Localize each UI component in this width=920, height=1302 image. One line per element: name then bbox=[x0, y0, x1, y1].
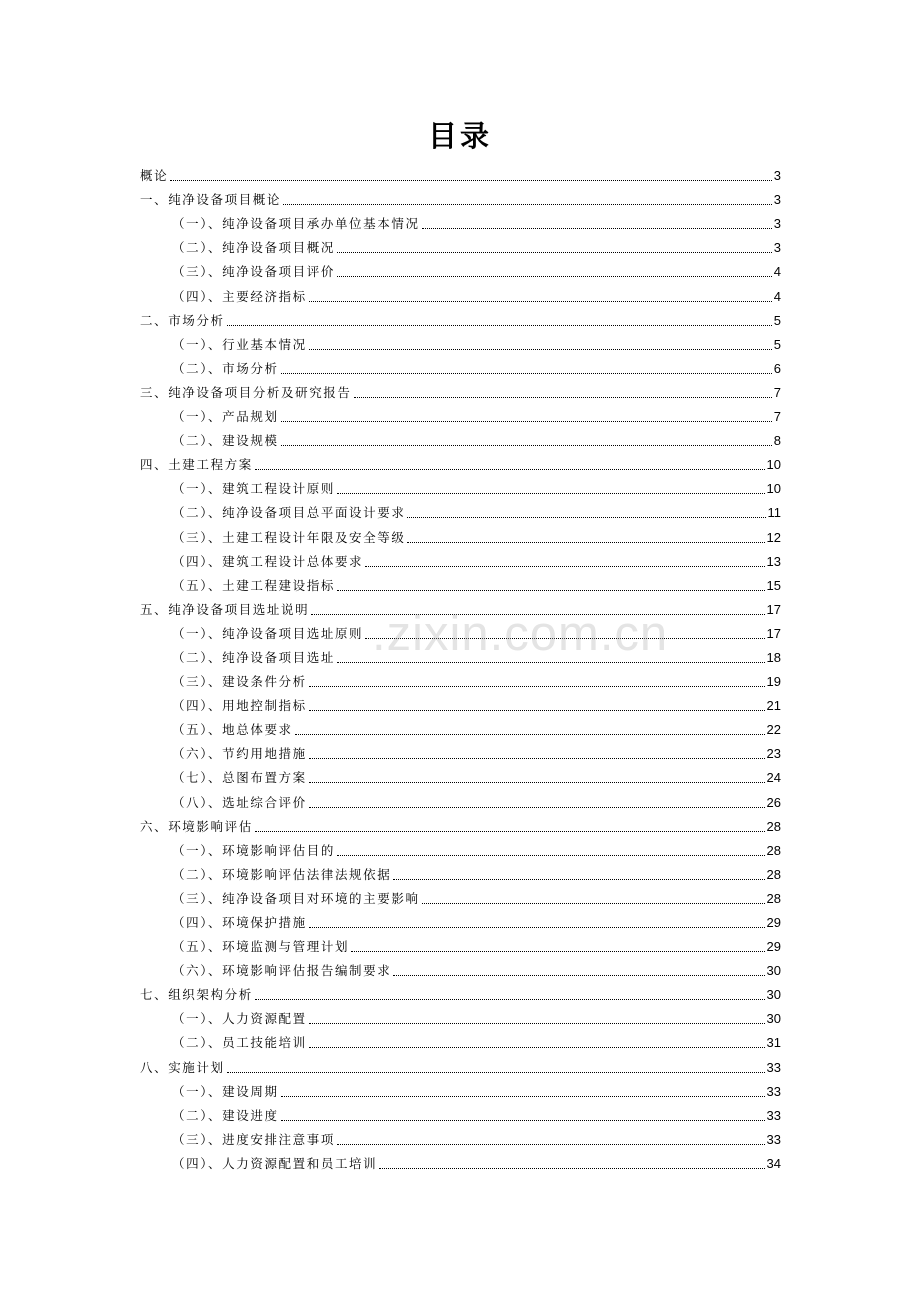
watermark: .zixin.com.cn bbox=[372, 607, 669, 661]
toc-page-number: 24 bbox=[766, 770, 781, 786]
toc-page-number: 12 bbox=[766, 529, 781, 545]
dot-leader bbox=[281, 1095, 765, 1097]
toc-entry-label: （二）、纯净设备项目总平面设计要求 bbox=[172, 505, 406, 521]
toc-page-number: 3 bbox=[773, 216, 781, 232]
toc-page-number: 7 bbox=[773, 384, 781, 400]
dot-leader bbox=[309, 781, 765, 783]
toc-subentry[interactable] bbox=[140, 1149, 781, 1173]
toc-entry-label: （四）、建筑工程设计总体要求 bbox=[172, 553, 364, 569]
toc-entry-label: （四）、用地控制指标 bbox=[172, 698, 307, 714]
dot-leader bbox=[337, 251, 772, 253]
toc-page-number: 30 bbox=[766, 1011, 781, 1027]
dot-leader bbox=[407, 516, 765, 518]
toc-page-number: 19 bbox=[766, 674, 781, 690]
dot-leader bbox=[337, 492, 765, 494]
toc-page-number: 34 bbox=[766, 1155, 781, 1171]
toc-entry[interactable] bbox=[140, 378, 781, 402]
toc-subentry[interactable] bbox=[140, 571, 781, 595]
toc-subentry[interactable] bbox=[140, 330, 781, 354]
dot-leader bbox=[283, 203, 772, 205]
toc-entry-label: （二）、建设进度 bbox=[172, 1107, 279, 1123]
toc-entry[interactable] bbox=[140, 450, 781, 474]
toc-subentry[interactable] bbox=[140, 739, 781, 763]
toc-entry[interactable] bbox=[140, 1052, 781, 1076]
toc-page-number: 4 bbox=[773, 264, 781, 280]
toc-page-number: 18 bbox=[766, 649, 781, 665]
toc-subentry[interactable] bbox=[140, 787, 781, 811]
toc-page-number: 15 bbox=[766, 577, 781, 593]
toc-entry-label: （五）、地总体要求 bbox=[172, 722, 293, 738]
dot-leader bbox=[309, 348, 772, 350]
toc-entry-label: 三、纯净设备项目分析及研究报告 bbox=[140, 384, 352, 400]
dot-leader bbox=[337, 589, 765, 591]
toc-subentry[interactable] bbox=[140, 956, 781, 980]
toc-subentry[interactable] bbox=[140, 281, 781, 305]
toc-entry-label: （二）、纯净设备项目概况 bbox=[172, 240, 335, 256]
toc-entry-label: （五）、环境监测与管理计划 bbox=[172, 939, 350, 955]
toc-entry-label: （六）、环境影响评估报告编制要求 bbox=[172, 963, 392, 979]
toc-subentry[interactable] bbox=[140, 1004, 781, 1028]
dot-leader bbox=[422, 902, 765, 904]
dot-leader bbox=[351, 950, 764, 952]
toc-subentry[interactable] bbox=[140, 547, 781, 571]
toc-page-number: 5 bbox=[773, 336, 781, 352]
toc-subentry[interactable] bbox=[140, 884, 781, 908]
toc-page-number: 3 bbox=[773, 168, 781, 184]
dot-leader bbox=[170, 179, 772, 181]
dot-leader bbox=[365, 565, 764, 567]
toc-page-number: 3 bbox=[773, 192, 781, 208]
dot-leader bbox=[281, 420, 772, 422]
dot-leader bbox=[309, 926, 765, 928]
toc-subentry[interactable] bbox=[140, 426, 781, 450]
toc-entry-label: （一）、行业基本情况 bbox=[172, 336, 307, 352]
toc-entry[interactable] bbox=[140, 161, 781, 185]
toc-entry-label: （一）、人力资源配置 bbox=[172, 1011, 307, 1027]
dot-leader bbox=[255, 468, 765, 470]
toc-subentry[interactable] bbox=[140, 498, 781, 522]
toc-page-number: 21 bbox=[766, 698, 781, 714]
toc-entry-label: （二）、员工技能培训 bbox=[172, 1035, 307, 1051]
toc-entry-label: 一、纯净设备项目概论 bbox=[140, 192, 282, 208]
dot-leader bbox=[337, 275, 772, 277]
toc-entry-label: 二、市场分析 bbox=[140, 312, 225, 328]
toc-subentry[interactable] bbox=[140, 474, 781, 498]
toc-entry-label: 概论 bbox=[140, 168, 169, 184]
dot-leader bbox=[309, 300, 772, 302]
toc-page-number: 29 bbox=[766, 939, 781, 955]
toc-entry[interactable] bbox=[140, 185, 781, 209]
toc-entry-label: （一）、建设周期 bbox=[172, 1083, 279, 1099]
toc-subentry[interactable] bbox=[140, 860, 781, 884]
toc-page-number: 26 bbox=[766, 794, 781, 810]
dot-leader bbox=[393, 974, 764, 976]
toc-subentry[interactable] bbox=[140, 691, 781, 715]
toc-subentry[interactable] bbox=[140, 354, 781, 378]
toc-entry-label: （三）、纯净设备项目评价 bbox=[172, 264, 335, 280]
toc-page-number: 4 bbox=[773, 288, 781, 304]
dot-leader bbox=[281, 1119, 765, 1121]
toc-entry-label: （三）、建设条件分析 bbox=[172, 674, 307, 690]
toc-page-number: 10 bbox=[766, 457, 781, 473]
toc-page-number: 5 bbox=[773, 312, 781, 328]
toc-entry[interactable] bbox=[140, 980, 781, 1004]
dot-leader bbox=[255, 998, 765, 1000]
toc-subentry[interactable] bbox=[140, 1101, 781, 1125]
toc-subentry[interactable] bbox=[140, 715, 781, 739]
toc-entry-label: 五、纯净设备项目选址说明 bbox=[140, 601, 310, 617]
dot-leader bbox=[227, 1071, 765, 1073]
toc-entry-label: （一）、建筑工程设计原则 bbox=[172, 481, 335, 497]
toc-entry-label: （七）、总图布置方案 bbox=[172, 770, 307, 786]
toc-page-number: 28 bbox=[766, 818, 781, 834]
toc-page-number: 11 bbox=[767, 505, 781, 521]
toc-entry-label: （一）、纯净设备项目选址原则 bbox=[172, 625, 364, 641]
toc-subentry[interactable] bbox=[140, 908, 781, 932]
toc-page-number: 23 bbox=[766, 746, 781, 762]
dot-leader bbox=[281, 444, 772, 446]
toc-page-number: 6 bbox=[773, 360, 781, 376]
dot-leader bbox=[227, 324, 772, 326]
toc-entry-label: （四）、主要经济指标 bbox=[172, 288, 307, 304]
toc-page-number: 33 bbox=[766, 1083, 781, 1099]
toc-entry[interactable] bbox=[140, 306, 781, 330]
toc-page-number: 17 bbox=[766, 625, 781, 641]
toc-entry-label: 八、实施计划 bbox=[140, 1059, 225, 1075]
dot-leader bbox=[309, 685, 765, 687]
dot-leader bbox=[309, 709, 765, 711]
toc-subentry[interactable] bbox=[140, 1125, 781, 1149]
toc-entry-label: （三）、进度安排注意事项 bbox=[172, 1131, 335, 1147]
toc-entry-label: （八）、选址综合评价 bbox=[172, 794, 307, 810]
toc-entry[interactable] bbox=[140, 812, 781, 836]
dot-leader bbox=[309, 1022, 765, 1024]
toc-subentry[interactable] bbox=[140, 1028, 781, 1052]
toc-subentry[interactable] bbox=[140, 1077, 781, 1101]
toc-page-number: 10 bbox=[766, 481, 781, 497]
toc-entry-label: 六、环境影响评估 bbox=[140, 818, 253, 834]
dot-leader bbox=[354, 396, 772, 398]
toc-page-number: 31 bbox=[766, 1035, 781, 1051]
toc-entry-label: （二）、建设规模 bbox=[172, 433, 279, 449]
toc-page-number: 8 bbox=[773, 433, 781, 449]
toc-entry-label: （二）、市场分析 bbox=[172, 360, 279, 376]
dot-leader bbox=[393, 878, 764, 880]
toc-subentry[interactable] bbox=[140, 932, 781, 956]
toc-page-number: 33 bbox=[766, 1059, 781, 1075]
toc-page-number: 22 bbox=[766, 722, 781, 738]
toc-entry-label: （三）、纯净设备项目对环境的主要影响 bbox=[172, 890, 420, 906]
toc-entry-label: （二）、纯净设备项目选址 bbox=[172, 649, 335, 665]
toc-entry-label: （二）、环境影响评估法律法规依据 bbox=[172, 866, 392, 882]
toc-subentry[interactable] bbox=[140, 209, 781, 233]
toc-subentry[interactable] bbox=[140, 257, 781, 281]
toc-entry-label: （三）、土建工程设计年限及安全等级 bbox=[172, 529, 406, 545]
dot-leader bbox=[407, 541, 764, 543]
toc-subentry[interactable] bbox=[140, 667, 781, 691]
toc-page-number: 7 bbox=[773, 409, 781, 425]
toc-page-number: 28 bbox=[766, 890, 781, 906]
toc-page-number: 17 bbox=[766, 601, 781, 617]
toc-entry-label: （六）、节约用地措施 bbox=[172, 746, 307, 762]
toc-page-number: 30 bbox=[766, 987, 781, 1003]
toc-page-number: 28 bbox=[766, 842, 781, 858]
toc-page-number: 13 bbox=[766, 553, 781, 569]
dot-leader bbox=[337, 1143, 765, 1145]
toc-entry-label: 四、土建工程方案 bbox=[140, 457, 253, 473]
dot-leader bbox=[255, 830, 765, 832]
dot-leader bbox=[337, 854, 765, 856]
dot-leader bbox=[281, 372, 772, 374]
dot-leader bbox=[379, 1167, 764, 1169]
toc-subentry[interactable] bbox=[140, 233, 781, 257]
toc-page-number: 28 bbox=[766, 866, 781, 882]
toc-entry-label: （一）、纯净设备项目承办单位基本情况 bbox=[172, 216, 420, 232]
toc-page-number: 30 bbox=[766, 963, 781, 979]
toc-subentry[interactable] bbox=[140, 836, 781, 860]
toc-page-number: 33 bbox=[766, 1107, 781, 1123]
toc-page-number: 33 bbox=[766, 1131, 781, 1147]
toc-entry-label: 七、组织架构分析 bbox=[140, 987, 253, 1003]
dot-leader bbox=[295, 733, 765, 735]
toc-list bbox=[140, 161, 781, 1173]
toc-entry-label: （四）、人力资源配置和员工培训 bbox=[172, 1155, 378, 1171]
dot-leader bbox=[309, 806, 765, 808]
toc-entry-label: （四）、环境保护措施 bbox=[172, 915, 307, 930]
toc-subentry[interactable] bbox=[140, 763, 781, 787]
toc-entry-label: （一）、产品规划 bbox=[172, 409, 279, 425]
toc-subentry[interactable] bbox=[140, 402, 781, 426]
toc-title: 目录 bbox=[427, 119, 492, 153]
toc-entry-label: （一）、环境影响评估目的 bbox=[172, 842, 335, 858]
toc-subentry[interactable] bbox=[140, 522, 781, 546]
toc-page-number: 29 bbox=[766, 915, 781, 930]
dot-leader bbox=[309, 1046, 765, 1048]
toc-page-number: 3 bbox=[773, 240, 781, 256]
dot-leader bbox=[422, 227, 772, 229]
toc-entry-label: （五）、土建工程建设指标 bbox=[172, 577, 335, 593]
dot-leader bbox=[309, 757, 765, 759]
